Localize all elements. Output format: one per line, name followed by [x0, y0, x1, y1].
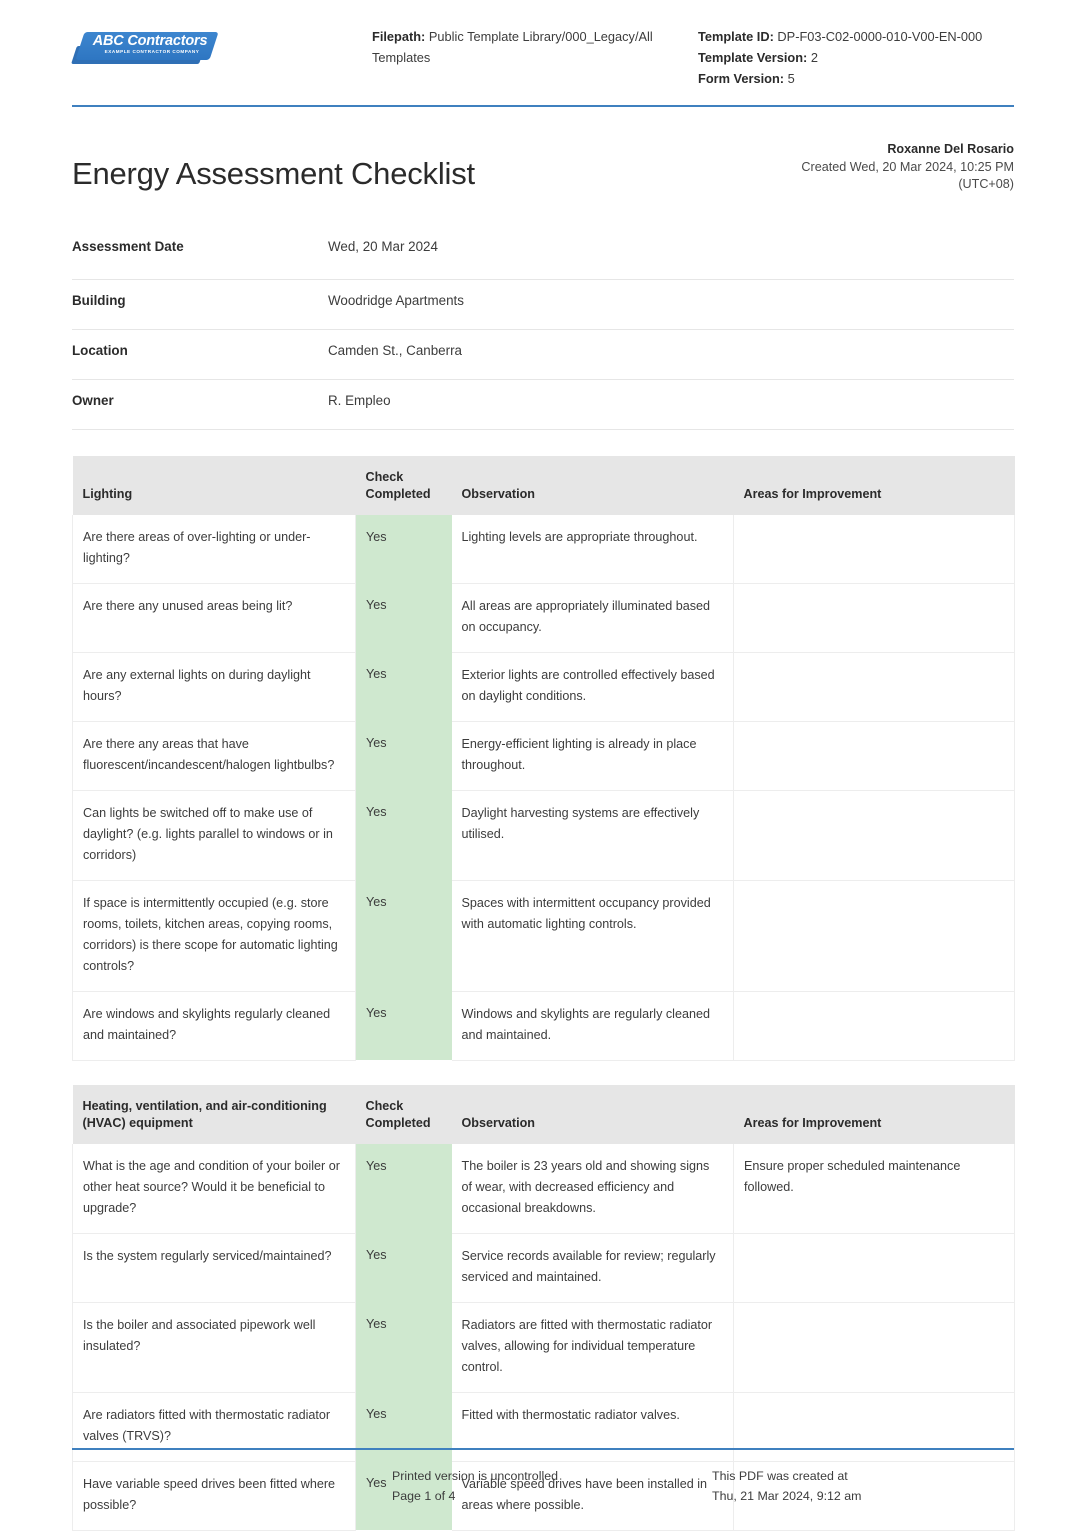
improvement-cell: [734, 1233, 1015, 1302]
table-row: [73, 583, 1015, 652]
created-timestamp: Created Wed, 20 Mar 2024, 10:25 PM: [801, 159, 1014, 174]
column-header-section: Heating, ventilation, and air-conditioning (HVAC) equipment: [73, 1085, 356, 1144]
check-cell: Yes: [356, 1461, 452, 1530]
filepath-block: [372, 22, 690, 68]
field-label: Assessment Date: [72, 238, 184, 254]
table-row: [73, 1233, 1015, 1302]
field-value: R. Empleo: [328, 392, 391, 408]
template-version-row: [698, 47, 1014, 68]
author-block: [801, 141, 1014, 194]
page-title: Energy Assessment Checklist: [72, 155, 475, 191]
question-cell: Are any external lights on during daylight hours?: [73, 652, 356, 721]
improvement-cell: [734, 991, 1015, 1060]
question-cell: Have variable speed drives been fitted where possible?: [73, 1461, 356, 1530]
timezone-label: (UTC+08): [958, 177, 1014, 191]
question-cell: Are there any areas that have fluorescent/incandescent/halogen lightbulbs?: [73, 721, 356, 790]
question-cell: Are radiators fitted with thermostatic radiator valves (TRVS)?: [73, 1392, 356, 1461]
table-row: [73, 515, 1015, 584]
field-value: Camden St., Canberra: [328, 342, 462, 358]
field-value: Wed, 20 Mar 2024: [328, 238, 438, 254]
template-version-value: 2: [810, 50, 818, 65]
field-row-owner: [72, 380, 1014, 430]
form-version-row: [698, 68, 1014, 89]
column-header-section: Lighting: [73, 456, 356, 515]
company-logo: [72, 28, 218, 68]
printed-version-notice: Printed version is uncontrolled: [392, 1469, 558, 1483]
template-version-label: Template Version:: [698, 50, 808, 65]
template-id-value: DP-F03-C02-0000-010-V00-EN-000: [777, 29, 983, 44]
author-name: Roxanne Del Rosario: [887, 142, 1014, 156]
question-cell: Is the system regularly serviced/maintained?: [73, 1233, 356, 1302]
check-cell: Yes: [356, 1233, 452, 1302]
field-label: Owner: [72, 392, 114, 408]
check-cell: Yes: [356, 583, 452, 652]
logo-container: [72, 22, 372, 68]
template-meta-block: [690, 22, 1014, 89]
column-header-observation: Observation: [452, 1085, 734, 1144]
question-cell: Are there any unused areas being lit?: [73, 583, 356, 652]
field-label: Location: [72, 342, 128, 358]
question-cell: Are there areas of over-lighting or under-lighting?: [73, 515, 356, 584]
field-row-building: [72, 280, 1014, 330]
pdf-created-notice: This PDF was created at: [712, 1469, 848, 1483]
document-header: [72, 0, 1014, 103]
table-row: [73, 652, 1015, 721]
footer-left-spacer: [72, 1466, 392, 1506]
improvement-cell: [734, 790, 1015, 880]
header-divider-rule: [72, 105, 1014, 107]
question-cell: What is the age and condition of your boiler or other heat source? Would it be beneficial to upgrade?: [73, 1144, 356, 1234]
form-version-label: Form Version:: [698, 71, 785, 86]
check-cell: Yes: [356, 880, 452, 991]
footer-columns: [72, 1466, 1014, 1506]
observation-cell: All areas are appropriately illuminated based on occupancy.: [452, 583, 734, 652]
improvement-cell: [734, 652, 1015, 721]
check-cell: Yes: [356, 1144, 452, 1234]
logo-company-name: ABC Contractors: [92, 33, 208, 49]
observation-cell: Lighting levels are appropriate throughout.: [452, 515, 734, 584]
logo-tagline: EXAMPLE CONTRACTOR COMPANY: [104, 49, 200, 54]
check-cell: Yes: [356, 515, 452, 584]
title-row: [72, 141, 1014, 194]
improvement-cell: [734, 1302, 1015, 1392]
table-row: [73, 1144, 1015, 1234]
footer-divider-rule: [72, 1448, 1014, 1450]
improvement-cell: [734, 583, 1015, 652]
template-id-row: [698, 26, 1014, 47]
improvement-cell: [734, 721, 1015, 790]
column-header-check-completed: Check Completed: [356, 456, 452, 515]
question-cell: Is the boiler and associated pipework well insulated?: [73, 1302, 356, 1392]
question-cell: If space is intermittently occupied (e.g. store rooms, toilets, kitchen areas, copying rooms, corridors) is there scope for automatic lighting controls?: [73, 880, 356, 991]
observation-cell: Service records available for review; regularly serviced and maintained.: [452, 1233, 734, 1302]
observation-cell: Windows and skylights are regularly cleaned and maintained.: [452, 991, 734, 1060]
check-cell: Yes: [356, 652, 452, 721]
form-version-value: 5: [787, 71, 795, 86]
pdf-created-date: Thu, 21 Mar 2024, 9:12 am: [712, 1489, 862, 1503]
filepath-value: Public Template Library/000_Legacy/All Templates: [372, 29, 653, 65]
check-cell: Yes: [356, 991, 452, 1060]
observation-cell: Variable speed drives have been installed in areas where possible.: [452, 1461, 734, 1530]
check-cell: Yes: [356, 790, 452, 880]
column-header-improvement: Areas for Improvement: [734, 1085, 1015, 1144]
assessment-fields: [72, 230, 1014, 430]
footer-pdf-block: [712, 1466, 1014, 1506]
template-id-label: Template ID:: [698, 29, 774, 44]
check-cell: Yes: [356, 721, 452, 790]
improvement-cell: [734, 515, 1015, 584]
improvement-cell: [734, 880, 1015, 991]
check-cell: Yes: [356, 1392, 452, 1461]
footer-print-block: [392, 1466, 712, 1506]
filepath-label: Filepath:: [372, 29, 426, 44]
observation-cell: Spaces with intermittent occupancy provided with automatic lighting controls.: [452, 880, 734, 991]
table-row: [73, 991, 1015, 1060]
observation-cell: Radiators are fitted with thermostatic radiator valves, allowing for individual temperature control.: [452, 1302, 734, 1392]
observation-cell: Exterior lights are controlled effectively based on daylight conditions.: [452, 652, 734, 721]
document-footer: [72, 1446, 1014, 1506]
column-header-observation: Observation: [452, 456, 734, 515]
table-row: [73, 790, 1015, 880]
improvement-cell: Ensure proper scheduled maintenance followed.: [734, 1144, 1015, 1234]
table-row: [73, 880, 1015, 991]
observation-cell: Fitted with thermostatic radiator valves.: [452, 1392, 734, 1461]
field-label: Building: [72, 292, 126, 308]
table-row: [73, 721, 1015, 790]
check-cell: Yes: [356, 1302, 452, 1392]
table-row: [73, 1302, 1015, 1392]
observation-cell: The boiler is 23 years old and showing signs of wear, with decreased efficiency and occasional breakdowns.: [452, 1144, 734, 1234]
checklist-table-lighting: [72, 456, 1015, 1061]
observation-cell: Daylight harvesting systems are effectively utilised.: [452, 790, 734, 880]
observation-cell: Energy-efficient lighting is already in place throughout.: [452, 721, 734, 790]
table-header-row: [73, 1085, 1015, 1144]
column-header-improvement: Areas for Improvement: [734, 456, 1015, 515]
column-header-check-completed: Check Completed: [356, 1085, 452, 1144]
table-header-row: [73, 456, 1015, 515]
page-number: Page 1 of 4: [392, 1489, 456, 1503]
field-value: Woodridge Apartments: [328, 292, 464, 308]
field-row-location: [72, 330, 1014, 380]
question-cell: Can lights be switched off to make use of daylight? (e.g. lights parallel to windows or in corridors): [73, 790, 356, 880]
field-row-assessment-date: [72, 230, 1014, 280]
question-cell: Are windows and skylights regularly cleaned and maintained?: [73, 991, 356, 1060]
